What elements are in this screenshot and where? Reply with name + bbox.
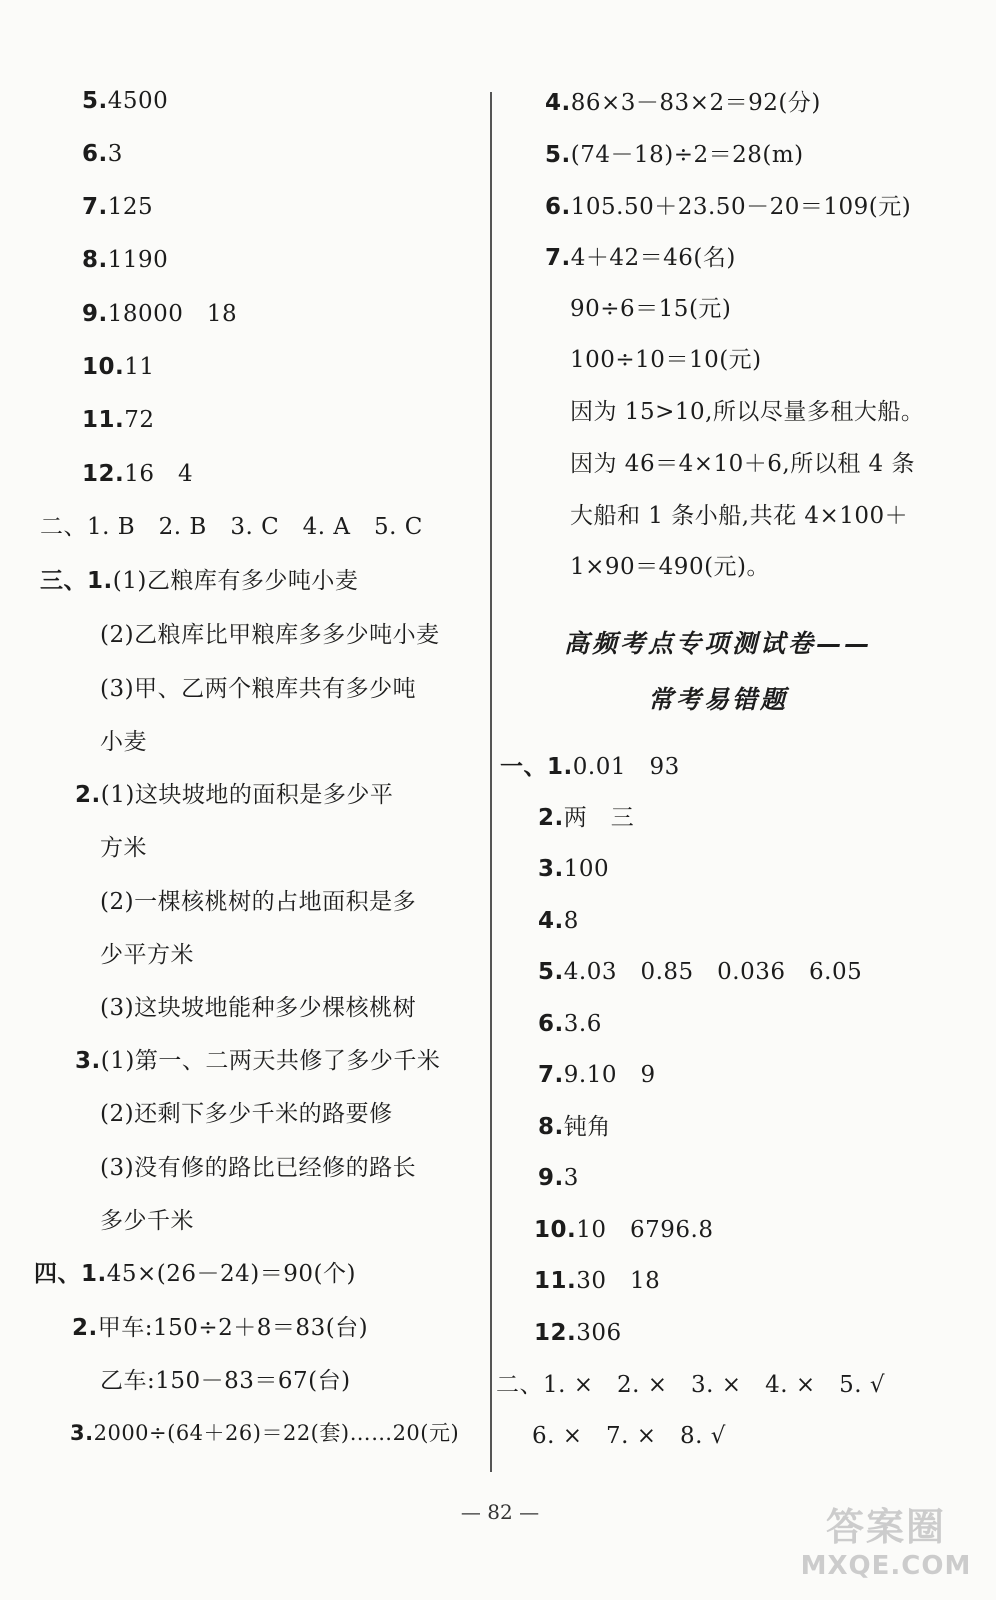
true-false-row-2: 6. × 7. × 8. √: [532, 1423, 726, 1449]
answer-r7-g: 1×90＝490(元)。: [570, 554, 771, 580]
answer-11: 11.72: [82, 407, 155, 433]
section-3-q1-b: (2)乙粮库比甲粮库多多少吨小麦: [100, 622, 440, 648]
section-3-q1-d: 小麦: [100, 729, 147, 755]
answer-r7-f: 大船和 1 条小船,共花 4×100＋: [570, 503, 909, 529]
section-3-q3-a: 3.(1)第一、二两天共修了多少千米: [75, 1048, 441, 1074]
section-4-q3: 3.2000÷(64＋26)＝22(套)……20(元): [70, 1421, 460, 1445]
answer-r4: 4.86×3－83×2＝92(分): [545, 90, 821, 116]
watermark-url: MXQE.COM: [800, 1551, 972, 1581]
section-3-q1-a: 三、1.(1)乙粮库有多少吨小麦: [40, 568, 359, 594]
section-3-q2-c: (2)一棵核桃树的占地面积是多: [100, 889, 417, 915]
answer-10: 10.11: [82, 354, 155, 380]
answer-5: 5.4500: [82, 88, 169, 114]
answer-q11: 11.30 18: [534, 1268, 661, 1294]
section-3-q3-b: (2)还剩下多少千米的路要修: [100, 1101, 393, 1127]
answer-12: 12.16 4: [82, 461, 194, 487]
answer-r7-d: 因为 15>10,所以尽量多租大船。: [570, 399, 925, 425]
section-heading-2: 常考易错题: [648, 685, 789, 714]
answer-6: 6.3: [82, 141, 123, 167]
section-4-q1: 四、1.45×(26－24)＝90(个): [34, 1261, 356, 1287]
section-3-q2-e: (3)这块坡地能种多少棵核桃树: [100, 995, 417, 1021]
page-number: — 82 —: [460, 1500, 540, 1524]
section-heading-1: 高频考点专项测试卷——: [564, 629, 873, 658]
section-3-q2-d: 少平方米: [100, 942, 194, 968]
answer-r5: 5.(74－18)÷2＝28(m): [545, 142, 804, 168]
section-3-q3-d: 多少千米: [100, 1208, 194, 1234]
answer-q8: 8.钝角: [538, 1114, 611, 1140]
answer-q2: 2.两 三: [538, 805, 635, 831]
answer-r7-e: 因为 46＝4×10＋6,所以租 4 条: [570, 451, 915, 477]
section-4-q2-a: 2.甲车:150÷2＋8＝83(台): [72, 1315, 369, 1341]
answer-q12: 12.306: [534, 1320, 622, 1346]
answer-q5: 5.4.03 0.85 0.036 6.05: [538, 959, 863, 985]
answer-q1: 一、1.0.01 93: [500, 754, 680, 780]
answer-q7: 7.9.10 9: [538, 1062, 656, 1088]
section-3-q1-c: (3)甲、乙两个粮库共有多少吨: [100, 676, 417, 702]
answer-r7-b: 90÷6＝15(元): [570, 296, 732, 322]
answer-q10: 10.10 6796.8: [534, 1217, 714, 1243]
section-4-q2-b: 乙车:150－83＝67(台): [100, 1368, 351, 1394]
column-divider: [490, 92, 492, 1472]
section-3-q3-c: (3)没有修的路比已经修的路长: [100, 1155, 417, 1181]
answer-q4: 4.8: [538, 908, 579, 934]
watermark-text: 答案圈: [825, 1505, 946, 1549]
answer-q9: 9.3: [538, 1165, 579, 1191]
section-3-q2-a: 2.(1)这块坡地的面积是多少平: [75, 782, 394, 808]
answer-r6: 6.105.50＋23.50－20＝109(元): [545, 194, 912, 220]
section-2-choices: 二、1. B 2. B 3. C 4. A 5. C: [40, 514, 423, 540]
answer-9: 9.18000 18: [82, 301, 238, 327]
answer-r7-c: 100÷10＝10(元): [570, 347, 762, 373]
true-false-row-1: 二、1. × 2. × 3. × 4. × 5. √: [496, 1372, 886, 1398]
answer-r7-a: 7.4＋42＝46(名): [545, 245, 736, 271]
answer-8: 8.1190: [82, 247, 169, 273]
section-3-q2-b: 方米: [100, 835, 147, 861]
answer-7: 7.125: [82, 194, 154, 220]
answer-q3: 3.100: [538, 856, 610, 882]
answer-q6: 6.3.6: [538, 1011, 602, 1037]
watermark-logo: [796, 1496, 976, 1586]
